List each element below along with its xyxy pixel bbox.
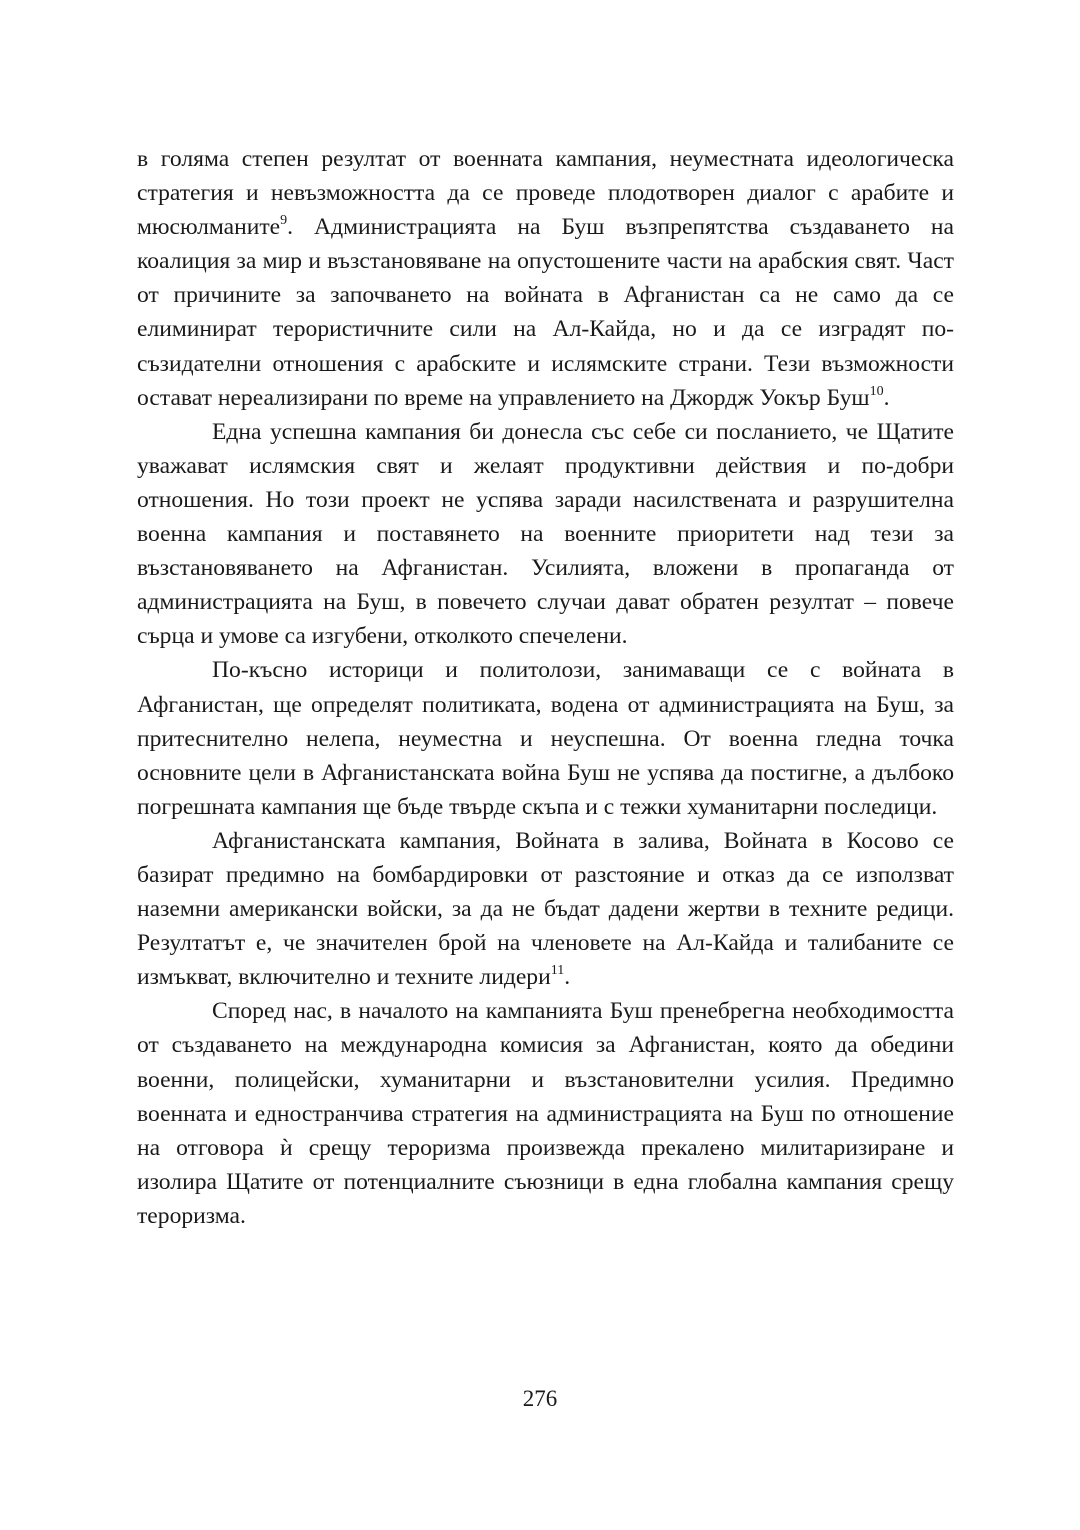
- paragraph: [137, 415, 954, 654]
- paragraph-text: . Администрацията на Буш възпрепятства създаването на коалиция за мир и възстановяване на опустошените части на арабския свят. Част от причините за започването на войната в Афганистан са не само да се елиминират терористичните сили на Ал-Кайда, но и да се изградят по-съзидателни отношения с арабските и ислямските страни. Тези възможности остават нереализирани по време на управлението на Джордж Уокър Буш: [137, 214, 954, 411]
- footnote-ref: 11: [550, 963, 565, 979]
- paragraph-text: По-късно историци и политолози, занимаващи се с войната в Афганистан, ще определят политиката, водена от администрацията на Буш, за притеснително нелепа, неуместна и неуспешна. От военна гледна точка основните цели в Афганистанската война Буш не успява да постигне, а дълбоко погрешната кампания ще бъде твърде скъпа и с тежки хуманитарни последици.: [137, 657, 954, 820]
- paragraph-text: Афганистанската кампания, Войната в залива, Войната в Косово се базират предимно на бомбардировки от разстояние и отказ да се използват наземни американски войски, за да не бъдат дадени жертви в техните редици. Резултатът е, че значителен брой на членовете на Ал-Кайда и талибаните се измъкват, включително и техните лидери: [137, 827, 954, 991]
- paragraph-text: .: [564, 964, 571, 991]
- paragraph-text: Според нас, в началото на кампанията Буш пренебрегна необходимостта от създаването на международна комисия за Афганистан, която да обедини военни, полицейски, хуманитарни и възстановителни усилия. Предимно военната и едностранчива стратегия на администрацията на Буш по отношение на отговора ѝ срещу тероризма произвежда прекалено милитаризиране и изолира Щатите от потенциалните съюзници в една глобална кампания срещу тероризма.: [137, 998, 954, 1229]
- footnote-ref: 10: [869, 383, 884, 399]
- paragraph: [137, 994, 954, 1233]
- page-number: 276: [522, 1386, 558, 1411]
- paragraph-text: .: [883, 384, 890, 411]
- footnote-ref: 9: [280, 213, 288, 229]
- paragraph-text: в голяма степен резултат от военната кампания, неуместната идеологическа стратегия и невъзможността да се проведе плодотворен диалог с арабите и мюсюлманите: [137, 146, 954, 241]
- paragraph: [137, 653, 954, 823]
- paragraph-text: Една успешна кампания би донесла със себе си посланието, че Щатите уважават ислямския свят и желаят продуктивни действия и по-добри отношения. Но този проект не успява заради насилствената и разрушителна военна кампания и поставянето на военните приоритети над тези за възстановяването на Афганистан. Усилията, вложени в пропаганда от администрацията на Буш, в повечето случаи дават обратен резултат – повече сърца и умове са изгубени, отколкото спечелени.: [137, 418, 954, 650]
- paragraph: [137, 142, 954, 415]
- body-text: [137, 142, 954, 1233]
- paragraph: [137, 824, 954, 994]
